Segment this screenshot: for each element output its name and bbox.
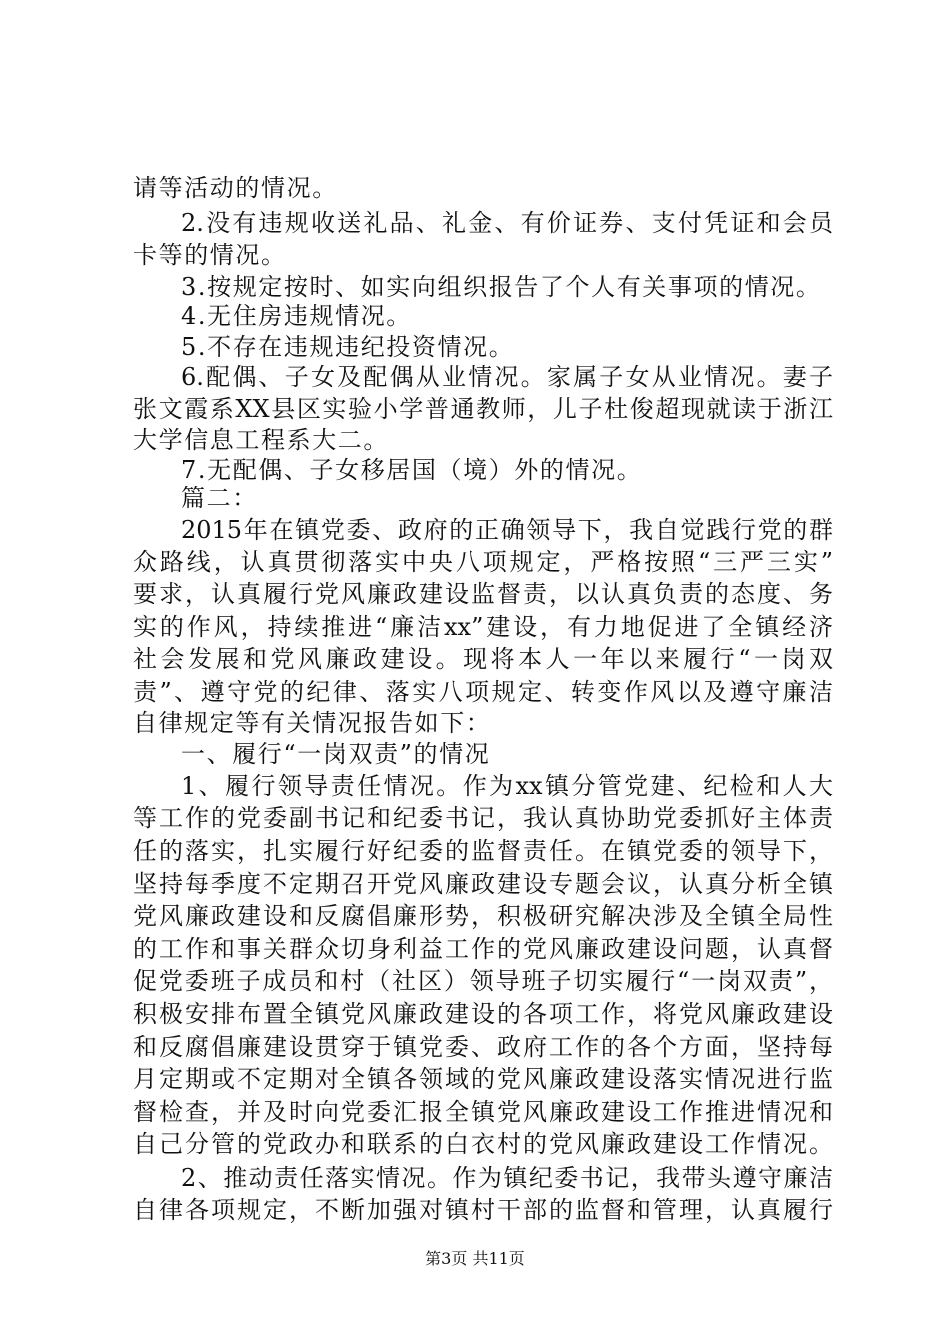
text-line: 党风廉政建设和反腐倡廉形势，积极研究解决涉及全镇全局性 xyxy=(133,902,833,930)
text-line: 月定期或不定期对全镇各领域的党风廉政建设落实情况进行监 xyxy=(133,1065,833,1093)
section-heading: 一、履行“一岗双责”的情况 xyxy=(181,740,491,768)
text-line: 任的落实，扎实履行好纪委的监督责任。在镇党委的领导下， xyxy=(133,837,833,865)
text-line: 自律各项规定，不断加强对镇村干部的监督和管理，认真履行 xyxy=(133,1196,833,1224)
text-line: 自律规定等有关情况报告如下： xyxy=(133,709,492,737)
text-line: 5.不存在违规违纪投资情况。 xyxy=(181,333,515,361)
text-line: 6.配偶、子女及配偶从业情况。家属子女从业情况。妻子 xyxy=(181,363,833,391)
text-line: 要求，认真履行党风廉政建设监督责，以认真负责的态度、务 xyxy=(133,580,833,608)
text-line: 2、推动责任落实情况。作为镇纪委书记，我带头遵守廉洁 xyxy=(181,1164,833,1192)
text-line: 积极安排布置全镇党风廉政建设的各项工作，将党风廉政建设 xyxy=(133,1000,833,1028)
text-line: 实的作风，持续推进“廉洁xx”建设，有力地促进了全镇经济 xyxy=(133,613,833,641)
text-line: 4.无住房违规情况。 xyxy=(181,302,412,330)
text-line: 3.按规定按时、如实向组织报告了个人有关事项的情况。 xyxy=(181,273,822,301)
text-line: 自己分管的党政办和联系的白衣村的党风廉政建设工作情况。 xyxy=(133,1130,833,1158)
text-line: 2.没有违规收送礼品、礼金、有价证券、支付凭证和会员 xyxy=(181,209,833,237)
text-line: 请等活动的情况。 xyxy=(133,174,338,202)
text-line: 的工作和事关群众切身利益工作的党风廉政建设问题，认真督 xyxy=(133,935,833,963)
text-line: 和反腐倡廉建设贯穿于镇党委、政府工作的各个方面，坚持每 xyxy=(133,1033,833,1061)
text-line: 2015年在镇党委、政府的正确领导下，我自觉践行党的群 xyxy=(181,516,833,544)
text-line: 1、履行领导责任情况。作为xx镇分管党建、纪检和人大 xyxy=(181,772,833,800)
text-line: 等工作的党委副书记和纪委书记，我认真协助党委抓好主体责 xyxy=(133,804,833,832)
text-line: 督检查，并及时向党委汇报全镇党风廉政建设工作推进情况和 xyxy=(133,1098,833,1126)
section-heading: 篇二： xyxy=(181,484,258,512)
page-number-footer: 第3页 共11页 xyxy=(425,1249,525,1268)
text-line: 坚持每季度不定期召开党风廉政建设专题会议，认真分析全镇 xyxy=(133,870,833,898)
text-line: 众路线，认真贯彻落实中央八项规定，严格按照“三严三实” xyxy=(133,548,833,576)
text-line: 大学信息工程系大二。 xyxy=(133,426,389,454)
text-line: 社会发展和党风廉政建设。现将本人一年以来履行“一岗双 xyxy=(133,645,833,673)
text-line: 张文霞系XX县区实验小学普通教师，儿子杜俊超现就读于浙江 xyxy=(133,395,833,423)
text-line: 责”、遵守党的纪律、落实八项规定、转变作风以及遵守廉洁 xyxy=(133,678,833,706)
text-line: 7.无配偶、子女移居国（境）外的情况。 xyxy=(181,456,643,484)
text-line: 促党委班子成员和村（社区）领导班子切实履行“一岗双责”， xyxy=(133,967,833,995)
text-line: 卡等的情况。 xyxy=(133,241,287,269)
